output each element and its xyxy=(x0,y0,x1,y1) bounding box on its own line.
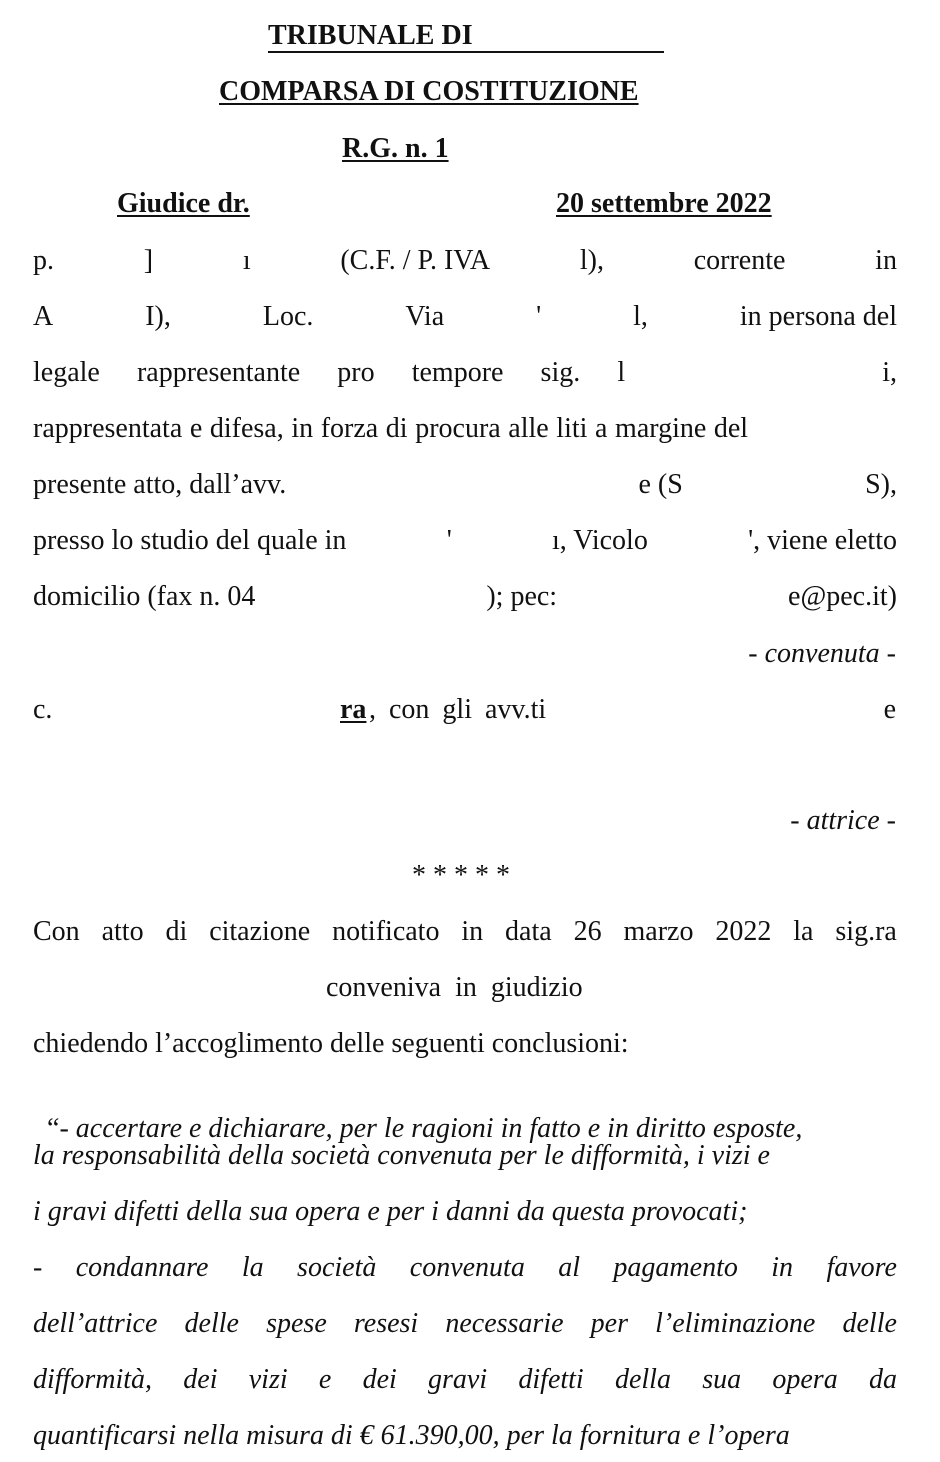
word: dell’attrice xyxy=(33,1308,158,1339)
quote-line-6 xyxy=(33,1366,897,1394)
quote-line-2: la responsabilità della società convenuta per le difformità, i vizi e xyxy=(33,1140,770,1171)
party-line-4: rappresentata e difesa, in forza di procura alle liti a margine del xyxy=(33,413,749,444)
word: marzo xyxy=(623,916,694,947)
word: pro xyxy=(337,357,375,388)
counterparty-counsel: , con gli avv.ti xyxy=(369,694,547,725)
redacted-fragment: ] xyxy=(143,245,154,276)
text-fragment: ', viene eletto xyxy=(748,525,897,556)
word: gravi xyxy=(428,1364,488,1395)
word: necessarie xyxy=(445,1308,564,1339)
plaintiff-role: - attrice - xyxy=(790,805,896,836)
redacted-fragment: ı xyxy=(242,245,251,276)
word: in xyxy=(771,1252,794,1283)
hearing-date: 20 settembre 2022 xyxy=(556,188,772,219)
counterparty-prefix: c. xyxy=(33,694,53,725)
word: 2022 xyxy=(715,916,772,947)
case-number: R.G. n. 1 xyxy=(342,133,449,164)
word: corrente xyxy=(693,245,786,276)
word: la xyxy=(793,916,814,947)
defendant-role: - convenuta - xyxy=(748,638,896,669)
redacted-fragment: S), xyxy=(865,469,897,500)
word: dei xyxy=(183,1364,218,1395)
body-line-1 xyxy=(33,918,897,946)
text-fragment: ı, Vicolo xyxy=(552,525,648,556)
word: Loc. xyxy=(262,301,314,332)
word: in xyxy=(461,916,484,947)
quote-line-3: i gravi difetti della sua opera e per i danni da questa provocati; xyxy=(33,1196,748,1227)
word: - xyxy=(33,1252,43,1283)
word: e xyxy=(318,1364,332,1395)
tax-id-label: (C.F. / P. IVA xyxy=(340,245,491,276)
word: delle xyxy=(184,1308,239,1339)
party-line-6 xyxy=(33,527,897,555)
word: difformità, xyxy=(33,1364,153,1395)
word: Via xyxy=(405,301,445,332)
redacted-fragment: l, xyxy=(633,301,648,332)
word: tempore xyxy=(411,357,504,388)
word: opera xyxy=(772,1364,838,1395)
party-line-1 xyxy=(33,247,897,275)
word: citazione xyxy=(209,916,311,947)
word: della xyxy=(614,1364,671,1395)
text-fragment: presente atto, dall’avv. xyxy=(33,469,287,500)
word: pagamento xyxy=(613,1252,738,1283)
redacted-fragment: e (S xyxy=(638,469,683,500)
word: in xyxy=(875,245,897,276)
word: di xyxy=(165,916,188,947)
pec-label: ); pec: xyxy=(486,581,558,612)
word: società xyxy=(297,1252,377,1283)
fax-fragment: domicilio (fax n. 04 xyxy=(33,581,256,612)
redacted-fragment: ' xyxy=(446,525,452,556)
section-separator: * * * * * xyxy=(412,860,510,891)
word: sua xyxy=(702,1364,742,1395)
court-name-blank-underline xyxy=(268,51,664,53)
redacted-fragment: I), xyxy=(145,301,171,332)
pec-address: e@pec.it) xyxy=(788,581,897,612)
redacted-fragment: i, xyxy=(882,357,897,388)
redacted-fragment: A xyxy=(33,301,54,332)
body-line-3: chiedendo l’accoglimento delle seguenti conclusioni: xyxy=(33,1028,629,1059)
word: sig. xyxy=(540,357,581,388)
word: per xyxy=(590,1308,628,1339)
counterparty-name: ra xyxy=(340,694,367,725)
word: la xyxy=(241,1252,264,1283)
word: condannare xyxy=(75,1252,209,1283)
word: rappresentante xyxy=(136,357,301,388)
opening-quote: “ xyxy=(47,1113,60,1144)
counterparty-and: e xyxy=(883,694,896,725)
word: favore xyxy=(826,1252,897,1283)
word: spese xyxy=(266,1308,327,1339)
redacted-fragment: l xyxy=(617,357,626,388)
word: da xyxy=(868,1364,897,1395)
party-line-7 xyxy=(33,583,897,611)
party-line-5 xyxy=(33,471,897,499)
word: p. xyxy=(33,245,54,276)
word: delle xyxy=(842,1308,897,1339)
quote-line-4 xyxy=(33,1254,897,1282)
word: legale xyxy=(33,357,100,388)
redacted-fragment: l), xyxy=(579,245,604,276)
judge-label: Giudice dr. xyxy=(117,188,250,219)
body-line-2: conveniva in giudizio xyxy=(326,972,583,1003)
word: in persona del xyxy=(739,301,897,332)
party-line-2 xyxy=(33,303,897,331)
word: Con xyxy=(33,916,80,947)
quote-text: - accertare e dichiarare, per le ragioni in fatto e in diritto esposte, xyxy=(59,1113,803,1144)
text-fragment: presso lo studio del quale in xyxy=(33,525,347,556)
court-heading: TRIBUNALE DI xyxy=(268,20,473,51)
quote-line-7: quantificarsi nella misura di € 61.390,00, per la fornitura e l’opera xyxy=(33,1420,790,1451)
word: 26 xyxy=(573,916,602,947)
redacted-fragment: ' xyxy=(536,301,542,332)
word: l’eliminazione xyxy=(655,1308,816,1339)
party-line-3 xyxy=(33,359,897,387)
word: difetti xyxy=(518,1364,584,1395)
word: data xyxy=(505,916,552,947)
quote-line-1 xyxy=(33,1087,802,1143)
word: sig.ra xyxy=(835,916,897,947)
word: vizi xyxy=(248,1364,288,1395)
word: convenuta xyxy=(409,1252,525,1283)
word: notificato xyxy=(332,916,440,947)
word: atto xyxy=(101,916,144,947)
quote-line-5 xyxy=(33,1310,897,1338)
word: al xyxy=(558,1252,581,1283)
document-title: COMPARSA DI COSTITUZIONE xyxy=(219,76,639,107)
word: resesi xyxy=(353,1308,419,1339)
word: dei xyxy=(362,1364,397,1395)
